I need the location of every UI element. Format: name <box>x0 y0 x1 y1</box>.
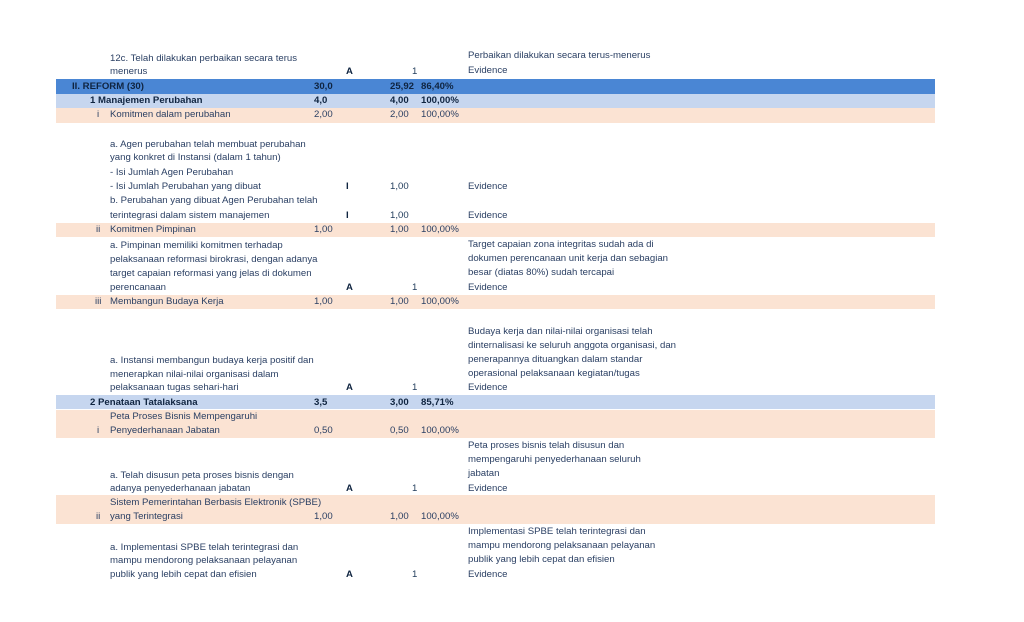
item-label: Komitmen dalam perubahan <box>110 109 231 120</box>
criteria-text: yang konkret di Instansi (dalam 1 tahun) <box>110 152 281 163</box>
criteria-text: terintegrasi dalam sistem manajemen <box>110 210 270 221</box>
criteria-text: a. Telah disusun peta proses bisnis dengan <box>110 470 294 481</box>
evidence-link[interactable]: Evidence <box>468 181 508 192</box>
percent-cell: 100,00% <box>421 296 459 307</box>
evidence-link[interactable]: Evidence <box>468 483 508 494</box>
criteria-text: a. Pimpinan memiliki komitmen terhadap <box>110 240 283 251</box>
percent-cell: 100,00% <box>421 511 459 522</box>
criteria-text: publik yang lebih cepat dan efisien <box>110 569 257 580</box>
roman-index: i <box>97 109 100 120</box>
criteria-text: - Isi Jumlah Agen Perubahan <box>110 167 234 178</box>
criteria-text: a. Instansi membangun budaya kerja positif dan <box>110 355 314 366</box>
value-cell: 1,00 <box>390 210 409 221</box>
percent-cell: 85,71% <box>421 397 454 408</box>
reform-row-band <box>56 79 935 94</box>
item-label: Peta Proses Bisnis Mempengaruhi <box>110 411 258 422</box>
roman-index: ii <box>96 511 101 522</box>
evidence-link[interactable]: Evidence <box>468 65 508 76</box>
criteria-text: a. Implementasi SPBE telah terintegrasi dan <box>110 542 299 553</box>
item-label: yang Terintegrasi <box>110 511 183 522</box>
evidence-link[interactable]: Evidence <box>468 210 508 221</box>
percent-cell: 86,40% <box>421 81 454 92</box>
grade-cell: A <box>346 382 353 393</box>
evidence-note: Target capaian zona integritas sudah ada di <box>468 239 654 250</box>
score-cell: 3,00 <box>390 397 409 408</box>
criteria-text: a. Agen perubahan telah membuat perubahan <box>110 139 306 150</box>
grade-cell: I <box>346 210 349 221</box>
score-cell: 0,50 <box>390 425 409 436</box>
weight-cell: 2,00 <box>314 109 333 120</box>
weight-cell: 4,0 <box>314 95 328 106</box>
weight-cell: 30,0 <box>314 81 333 92</box>
evidence-link[interactable]: Evidence <box>468 382 508 393</box>
grade-cell: I <box>346 181 349 192</box>
score-cell: 1,00 <box>390 296 409 307</box>
value-cell: 1 <box>412 282 418 293</box>
grade-cell: A <box>346 569 353 580</box>
evidence-note: publik yang lebih cepat dan efisien <box>468 554 615 565</box>
evidence-note: mempengaruhi penyederhanaan seluruh <box>468 454 641 465</box>
weight-cell: 1,00 <box>314 296 333 307</box>
evidence-note: penerapannya dituangkan dalam standar <box>468 354 643 365</box>
evidence-note: Budaya kerja dan nilai-nilai organisasi telah <box>468 326 653 337</box>
criteria-text: - Isi Jumlah Perubahan yang dibuat <box>110 181 261 192</box>
criteria-text: 12c. Telah dilakukan perbaikan secara terus <box>110 53 298 64</box>
grade-cell: A <box>346 483 353 494</box>
evidence-note: Implementasi SPBE telah terintegrasi dan <box>468 526 646 537</box>
item-label: Penyederhanaan Jabatan <box>110 425 220 436</box>
score-cell: 1,00 <box>390 511 409 522</box>
evidence-note: dokumen perencanaan unit kerja dan sebagian <box>468 253 669 264</box>
evidence-note: Peta proses bisnis telah disusun dan <box>468 440 625 451</box>
value-cell: 1 <box>412 66 418 77</box>
evidence-note: besar (diatas 80%) sudah tercapai <box>468 267 615 278</box>
section-label: II. REFORM (30) <box>72 81 144 92</box>
evidence-note: operasional pelaksanaan kegiatan/tugas <box>468 368 640 379</box>
percent-cell: 100,00% <box>421 95 459 106</box>
value-cell: 1 <box>412 483 418 494</box>
value-cell: 1 <box>412 382 418 393</box>
evidence-note: jabatan <box>468 468 500 479</box>
evidence-link[interactable]: Evidence <box>468 569 508 580</box>
score-cell: 25,92 <box>390 81 415 92</box>
percent-cell: 100,00% <box>421 425 459 436</box>
item-label: Komitmen Pimpinan <box>110 224 196 235</box>
weight-cell: 1,00 <box>314 224 333 235</box>
weight-cell: 1,00 <box>314 511 333 522</box>
criteria-text: b. Perubahan yang dibuat Agen Perubahan telah <box>110 195 318 206</box>
criteria-text: pelaksanaan reformasi birokrasi, dengan adanya <box>110 254 318 265</box>
roman-index: iii <box>95 296 102 307</box>
grade-cell: A <box>346 282 353 293</box>
item-label: Sistem Pemerintahan Berbasis Elektronik (SPBE) <box>110 497 322 508</box>
weight-cell: 0,50 <box>314 425 333 436</box>
criteria-text: menerus <box>110 66 148 77</box>
score-cell: 2,00 <box>390 109 409 120</box>
percent-cell: 100,00% <box>421 109 459 120</box>
score-cell: 4,00 <box>390 95 409 106</box>
evidence-note: dinternalisasi ke seluruh anggota organisasi, dan <box>468 340 676 351</box>
roman-index: i <box>97 425 100 436</box>
criteria-text: pelaksanaan tugas sehari-hari <box>110 382 239 393</box>
value-cell: 1,00 <box>390 181 409 192</box>
score-cell: 1,00 <box>390 224 409 235</box>
weight-cell: 3,5 <box>314 397 328 408</box>
criteria-text: adanya penyederhanaan jabatan <box>110 483 251 494</box>
evidence-note: Perbaikan dilakukan secara terus-menerus <box>468 50 651 61</box>
roman-index: ii <box>96 224 101 235</box>
item-label: Membangun Budaya Kerja <box>110 296 224 307</box>
criteria-text: mampu mendorong pelaksanaan pelayanan <box>110 555 298 566</box>
value-cell: 1 <box>412 569 418 580</box>
criteria-text: perencanaan <box>110 282 167 293</box>
subsection-label: 1 Manajemen Perubahan <box>90 95 203 106</box>
evidence-link[interactable]: Evidence <box>468 282 508 293</box>
criteria-text: menerapkan nilai-nilai organisasi dalam <box>110 369 279 380</box>
evidence-note: mampu mendorong pelaksanaan pelayanan <box>468 540 656 551</box>
subsection-label: 2 Penataan Tatalaksana <box>90 397 198 408</box>
percent-cell: 100,00% <box>421 224 459 235</box>
grade-cell: A <box>346 66 353 77</box>
criteria-text: target capaian reformasi yang jelas di dokumen <box>110 268 312 279</box>
